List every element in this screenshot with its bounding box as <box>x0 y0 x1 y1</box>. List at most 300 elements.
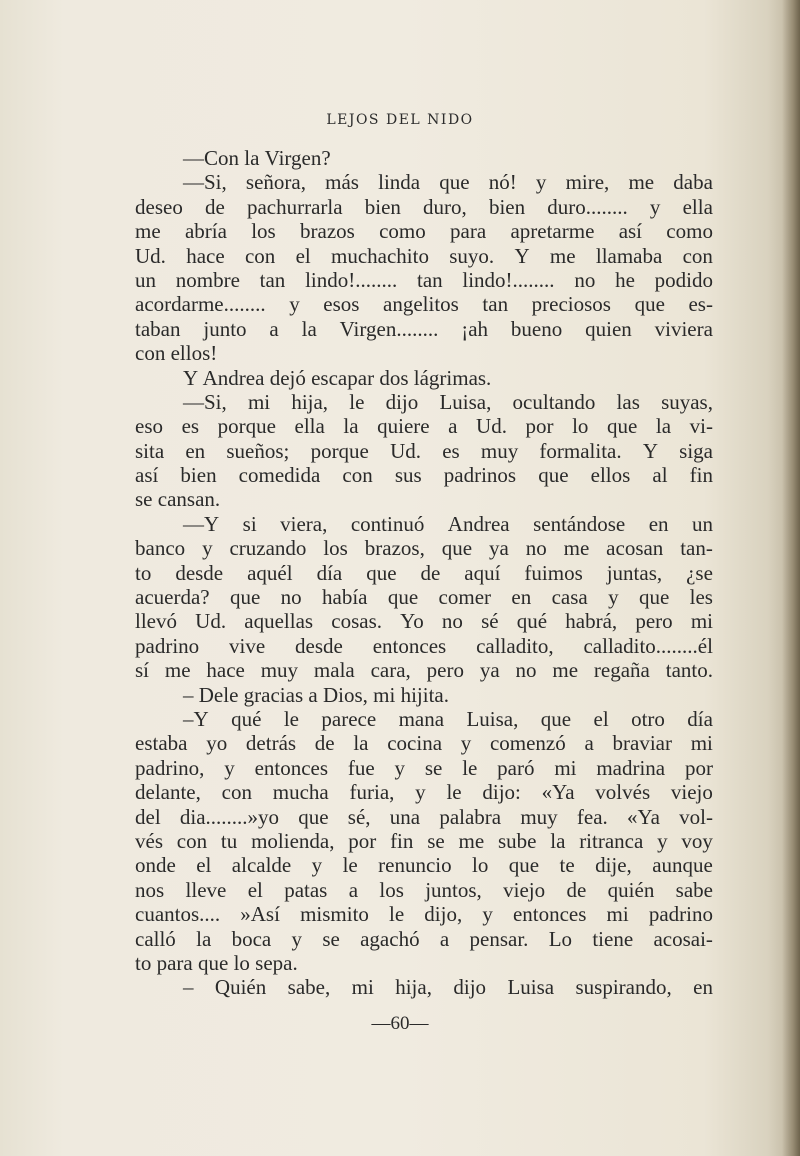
word: que <box>607 414 638 439</box>
word: mire, <box>565 170 610 195</box>
word: Luisa, <box>466 706 519 731</box>
word: Luisa, <box>439 389 492 414</box>
word: como <box>666 219 713 244</box>
word: to <box>135 560 152 585</box>
word: aunque <box>652 853 713 878</box>
running-header: LEJOS DEL NIDO <box>326 112 474 128</box>
word: muy <box>480 438 519 463</box>
word: angelitos <box>383 292 459 317</box>
word: a <box>448 414 458 439</box>
word: fue <box>347 755 375 780</box>
word: la <box>655 414 672 439</box>
word: qué <box>516 609 548 634</box>
text-line <box>135 292 713 316</box>
text-line <box>135 756 713 780</box>
word: ¿se <box>686 560 713 585</box>
word: –Y <box>183 706 209 731</box>
word: le <box>389 902 405 927</box>
word: es- <box>688 292 713 317</box>
word: voy <box>681 828 713 853</box>
word: entonces <box>512 902 587 927</box>
word: sentándose <box>533 511 626 536</box>
word: que <box>229 585 261 610</box>
word: dijo <box>453 975 487 1000</box>
word: por <box>684 755 713 780</box>
word: lindo!........ <box>305 267 398 292</box>
word: lo <box>472 853 489 878</box>
word: he <box>615 267 635 292</box>
word: de <box>566 877 587 902</box>
word: Dios, <box>322 682 374 707</box>
word: tan <box>416 267 443 292</box>
word: madrina <box>596 755 666 780</box>
word: cara, <box>370 658 411 683</box>
text-line <box>135 195 713 219</box>
word: no <box>280 585 302 610</box>
word: acosai- <box>653 926 713 951</box>
word: mi <box>690 731 713 756</box>
word: sueños; <box>226 438 290 463</box>
word: Andrea <box>447 511 510 536</box>
word: Y <box>642 438 658 463</box>
word: y <box>202 536 213 561</box>
word: alcalde <box>231 853 292 878</box>
word: el <box>295 243 311 268</box>
word: llevó <box>135 609 177 634</box>
word: me <box>135 219 161 244</box>
word: a <box>584 731 594 756</box>
word: quien <box>585 316 632 341</box>
word: que <box>508 853 540 878</box>
word: —Si, <box>183 170 227 195</box>
text-line <box>135 439 713 463</box>
word: calladito, <box>476 633 554 658</box>
word: bien <box>364 194 401 219</box>
word: viejo <box>503 877 546 902</box>
word: Y <box>514 243 530 268</box>
word: así <box>135 463 159 488</box>
word: los <box>251 219 276 244</box>
word: parece <box>321 706 377 731</box>
word: agachó <box>360 926 420 951</box>
word: en <box>511 585 532 610</box>
word: que <box>638 585 670 610</box>
text-line <box>135 366 713 390</box>
word: duro........ <box>547 194 628 219</box>
word: se <box>424 755 443 780</box>
word: sé, <box>347 804 371 829</box>
word: y <box>291 926 303 951</box>
word: que <box>441 536 473 561</box>
word: y <box>608 585 619 610</box>
word: renuncio <box>378 853 452 878</box>
word: brazos <box>300 219 355 244</box>
word: fin <box>390 828 414 853</box>
word: pero <box>426 658 464 683</box>
word: Quién <box>214 975 267 1000</box>
word: sepa. <box>255 950 298 975</box>
word: cruzando <box>229 536 307 561</box>
word: me <box>458 828 485 853</box>
page-number: —60— <box>371 1013 429 1034</box>
word: —Si, <box>183 389 227 414</box>
word: un <box>135 267 156 292</box>
word: llamaba <box>595 243 663 268</box>
word: juntos, <box>425 877 482 902</box>
text-line <box>135 390 713 414</box>
word: ella <box>682 194 713 219</box>
word: te <box>559 853 575 878</box>
word: me <box>164 658 191 683</box>
word: la <box>196 926 212 951</box>
word: sita <box>135 438 165 463</box>
word: regaña <box>593 658 650 683</box>
word: furia, <box>349 780 395 805</box>
word: y <box>460 731 472 756</box>
text-line <box>135 609 713 633</box>
text-line <box>135 707 713 731</box>
word: braviar <box>612 731 672 756</box>
word: tiene <box>592 926 634 951</box>
word: fea. <box>576 804 608 829</box>
word: muy <box>520 804 558 829</box>
word: mi <box>247 389 271 414</box>
word: le <box>446 780 462 805</box>
word: que <box>540 706 572 731</box>
word: gracias <box>243 682 309 707</box>
word: me <box>628 170 655 195</box>
word: para <box>450 219 487 244</box>
word: estaba <box>135 731 188 756</box>
word: no <box>441 609 463 634</box>
word: que <box>197 950 234 975</box>
word: de <box>420 560 441 585</box>
word: brazos, <box>364 536 425 561</box>
word: mi <box>351 975 374 1000</box>
word: que <box>538 463 569 488</box>
word: del <box>135 804 161 829</box>
word: «Ya <box>627 804 660 829</box>
word: continuó <box>350 511 425 536</box>
word: es <box>181 414 200 439</box>
word: mi <box>554 755 577 780</box>
word: casa <box>551 585 588 610</box>
word: tu <box>220 828 238 853</box>
word: con <box>342 463 373 488</box>
text-line <box>135 683 713 707</box>
word: volvés <box>595 780 651 805</box>
word: aquí <box>464 560 501 585</box>
word: mucha <box>272 780 329 805</box>
word: no <box>574 267 596 292</box>
text-line <box>135 658 713 682</box>
text-line <box>135 146 713 170</box>
word: lleve <box>185 877 227 902</box>
word: de <box>204 194 225 219</box>
word: me <box>552 658 579 683</box>
word: en <box>648 511 669 536</box>
word: molienda, <box>251 828 335 853</box>
word: patas <box>284 877 328 902</box>
word: to <box>135 950 157 975</box>
word: y <box>415 780 426 805</box>
word: yo <box>206 731 228 756</box>
word: le <box>462 755 478 780</box>
word: —Con <box>183 146 245 170</box>
text-line <box>135 341 713 365</box>
word: tan <box>259 267 286 292</box>
word: – <box>183 682 199 707</box>
word: lo <box>233 950 256 975</box>
word: cuantos.... <box>135 902 221 927</box>
word: ellos <box>590 463 631 488</box>
word: palabra <box>439 804 502 829</box>
word: el <box>247 877 263 902</box>
word: detrás <box>245 731 297 756</box>
word: cocina <box>387 731 443 756</box>
word: pero <box>635 609 673 634</box>
word: al <box>652 463 668 488</box>
word: porque <box>310 438 369 463</box>
word: y <box>289 292 300 317</box>
word: Ud. <box>476 414 507 439</box>
word: sé <box>481 609 499 634</box>
word: comenzó <box>489 731 566 756</box>
text-line <box>135 268 713 292</box>
word: se <box>135 487 158 512</box>
word: tan- <box>680 536 713 561</box>
word: vi- <box>689 414 713 439</box>
word: no <box>525 536 547 561</box>
word: a <box>439 926 450 951</box>
word: hace <box>186 243 225 268</box>
text-line <box>135 780 713 804</box>
word: los <box>379 877 404 902</box>
word: porque <box>217 414 276 439</box>
word: ya <box>488 536 509 561</box>
word: les <box>689 585 713 610</box>
text-line <box>135 170 713 194</box>
word: día <box>316 560 343 585</box>
word: la <box>343 414 359 439</box>
word: calló <box>135 926 176 951</box>
word: mi <box>690 609 713 634</box>
word: suyas, <box>661 389 713 414</box>
word: acosan <box>606 536 664 561</box>
text-line <box>135 927 713 951</box>
word: entonces <box>372 633 447 658</box>
word: con <box>244 243 276 268</box>
word: sabe, <box>287 975 331 1000</box>
word: es <box>442 438 460 463</box>
text-line <box>135 463 713 487</box>
word: que <box>366 560 397 585</box>
word: y <box>394 755 406 780</box>
word: una <box>389 804 421 829</box>
word: que <box>634 292 665 317</box>
word: sabe <box>675 877 713 902</box>
word: sube <box>497 828 537 853</box>
word: padrino, <box>135 755 205 780</box>
word: onde <box>135 853 176 878</box>
word: tanto. <box>665 658 713 683</box>
word: quiere <box>377 414 430 439</box>
word: viejo <box>670 780 713 805</box>
word: padrinos <box>443 463 517 488</box>
word: ritranca <box>579 828 644 853</box>
word: apretarme <box>510 219 595 244</box>
word: delante, <box>135 780 201 805</box>
text-line <box>135 512 713 536</box>
word: desde <box>295 633 343 658</box>
word: en <box>185 438 206 463</box>
word: pensar. <box>469 926 529 951</box>
text-line <box>135 585 713 609</box>
word: vol- <box>679 804 713 829</box>
word: suyo. <box>449 243 495 268</box>
body-text <box>135 146 713 1000</box>
word: Ud. <box>135 243 166 268</box>
word: me <box>549 243 576 268</box>
word: Virgen? <box>264 146 331 170</box>
text-line <box>135 853 713 877</box>
word: Ud. <box>390 438 421 463</box>
word: fin <box>689 463 713 488</box>
page-spine-shadow <box>782 0 800 1156</box>
word: no <box>515 658 537 683</box>
word: muchachito <box>331 243 429 268</box>
word: boca <box>231 926 272 951</box>
text-line <box>135 536 713 560</box>
word: había <box>322 585 368 610</box>
word: Ud. <box>195 609 227 634</box>
word: el <box>196 853 212 878</box>
word: comedida <box>238 463 321 488</box>
word: hija, <box>395 975 432 1000</box>
word: «Ya <box>541 780 575 805</box>
word: podido <box>654 267 713 292</box>
text-line <box>135 951 713 975</box>
word: el <box>593 706 609 731</box>
word: vive <box>229 633 266 658</box>
word: pachurrarla <box>246 194 343 219</box>
word: en <box>693 975 713 1000</box>
word: se <box>427 828 445 853</box>
word: la <box>244 146 265 170</box>
word: sus <box>394 463 422 488</box>
word: hija, <box>291 389 329 414</box>
word: duro, <box>423 194 467 219</box>
word: día <box>687 706 713 731</box>
word: padrino <box>648 902 713 927</box>
word: habrá, <box>565 609 618 634</box>
word: y <box>657 828 668 853</box>
word: desde <box>175 560 224 585</box>
word: Y <box>183 365 203 390</box>
text-line <box>135 317 713 341</box>
word: un <box>692 511 713 536</box>
word: linda <box>378 170 421 195</box>
word: padrino <box>135 633 200 658</box>
word: ¡ah <box>461 316 489 341</box>
word: cosas. <box>331 609 382 634</box>
word: Yo <box>400 609 424 634</box>
word: Virgen........ <box>339 316 439 341</box>
word: tan <box>482 292 509 317</box>
word: entonces <box>254 755 329 780</box>
word: mi <box>606 902 629 927</box>
word: dejó <box>269 365 312 390</box>
word: de <box>314 731 335 756</box>
word: hijita. <box>400 682 449 707</box>
word: la <box>353 731 369 756</box>
word: como <box>379 219 426 244</box>
word: lindo!........ <box>462 267 555 292</box>
word: con <box>135 341 171 366</box>
word: las <box>616 389 640 414</box>
word: así <box>618 219 643 244</box>
text-line <box>135 634 713 658</box>
word: otro <box>631 706 665 731</box>
word: con <box>176 828 208 853</box>
word: Lo <box>548 926 573 951</box>
word: más <box>325 170 359 195</box>
word: nombre <box>175 267 240 292</box>
word: bueno <box>510 316 563 341</box>
text-line <box>135 487 713 511</box>
word: aquellas <box>244 609 314 634</box>
word: mismito <box>300 902 369 927</box>
word: mala <box>313 658 355 683</box>
word: para <box>156 950 198 975</box>
text-line <box>135 561 713 585</box>
word: —Y <box>183 511 220 536</box>
word: bien <box>488 194 526 219</box>
word: dia........»yo <box>179 804 280 829</box>
word: junto <box>203 316 247 341</box>
word: ella <box>294 414 325 439</box>
word: Andrea <box>202 365 270 390</box>
word: le <box>283 706 299 731</box>
text-line <box>135 731 713 755</box>
text-line <box>135 878 713 902</box>
word: cansan. <box>157 487 221 512</box>
word: y <box>224 755 235 780</box>
word: se <box>322 926 340 951</box>
word: eso <box>135 414 163 439</box>
word: Dele <box>198 682 244 707</box>
word: taban <box>135 316 181 341</box>
word: deseo <box>135 194 183 219</box>
word: sí <box>135 658 150 683</box>
word: lo <box>572 414 589 439</box>
text-line <box>135 829 713 853</box>
word: con <box>682 243 713 268</box>
word: le <box>342 853 358 878</box>
word: a <box>348 877 359 902</box>
word: suspirando, <box>575 975 672 1000</box>
word: con <box>221 780 252 805</box>
word: por <box>525 414 554 439</box>
word: ya <box>479 658 500 683</box>
word: escapar <box>311 365 380 390</box>
word: nos <box>135 877 165 902</box>
text-line <box>135 219 713 243</box>
word: ellos! <box>170 341 218 366</box>
word: dos <box>379 365 414 390</box>
word: hace <box>206 658 245 683</box>
word: mi <box>373 682 401 707</box>
